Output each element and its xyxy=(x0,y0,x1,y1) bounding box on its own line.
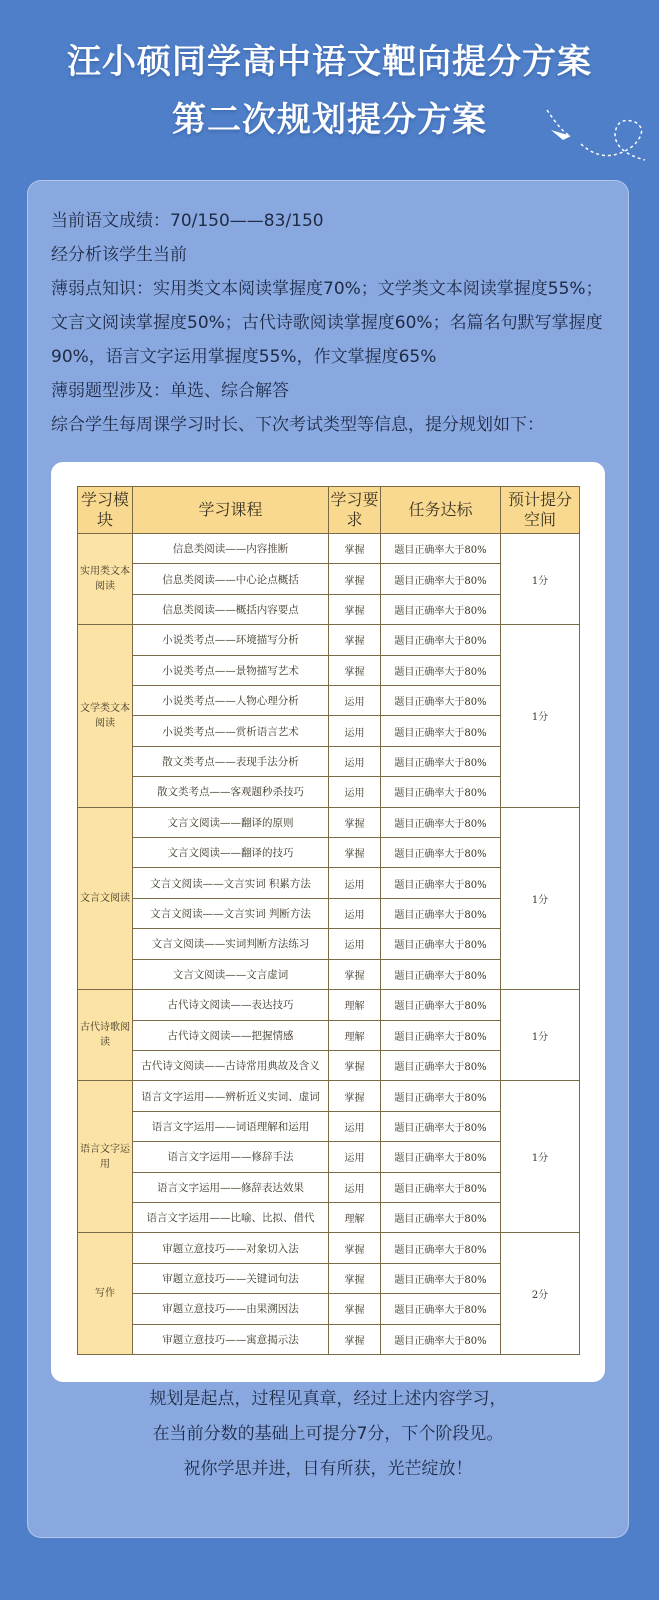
requirement-cell: 运用 xyxy=(329,898,381,928)
task-cell: 题目正确率大于80% xyxy=(381,1263,501,1293)
requirement-cell: 运用 xyxy=(329,686,381,716)
task-cell: 题目正确率大于80% xyxy=(381,777,501,807)
current-score: 当前语文成绩：70/150——83/150 xyxy=(51,211,324,231)
requirement-cell: 掌握 xyxy=(329,807,381,837)
header-gain: 预计提分空间 xyxy=(501,487,580,534)
closing-message xyxy=(27,1382,629,1487)
course-cell: 语言文字运用——比喻、比拟、借代 xyxy=(133,1202,329,1232)
course-cell: 语言文字运用——修辞表达效果 xyxy=(133,1172,329,1202)
requirement-cell: 掌握 xyxy=(329,655,381,685)
course-cell: 审题立意技巧——寓意揭示法 xyxy=(133,1324,329,1354)
plan-table-card xyxy=(51,462,605,1382)
course-cell: 小说类考点——人物心理分析 xyxy=(133,686,329,716)
requirement-cell: 掌握 xyxy=(329,534,381,564)
task-cell: 题目正确率大于80% xyxy=(381,1111,501,1141)
task-cell: 题目正确率大于80% xyxy=(381,655,501,685)
module-cell: 写作 xyxy=(78,1233,133,1355)
gain-cell: 1分 xyxy=(501,625,580,807)
task-cell: 题目正确率大于80% xyxy=(381,1294,501,1324)
requirement-cell: 掌握 xyxy=(329,564,381,594)
table-row xyxy=(78,625,580,655)
analysis-lead: 经分析该学生当前 xyxy=(51,245,187,265)
requirement-cell: 掌握 xyxy=(329,1263,381,1293)
closing-line-3: 祝你学思并进，日有所获，光芒绽放！ xyxy=(183,1459,473,1479)
plan-table xyxy=(77,486,580,1355)
task-cell: 题目正确率大于80% xyxy=(381,1081,501,1111)
course-cell: 审题立意技巧——关键词句法 xyxy=(133,1263,329,1293)
requirement-cell: 运用 xyxy=(329,1142,381,1172)
requirement-cell: 掌握 xyxy=(329,1050,381,1080)
task-cell: 题目正确率大于80% xyxy=(381,534,501,564)
task-cell: 题目正确率大于80% xyxy=(381,625,501,655)
requirement-cell: 理解 xyxy=(329,1202,381,1232)
course-cell: 信息类阅读——中心论点概括 xyxy=(133,564,329,594)
task-cell: 题目正确率大于80% xyxy=(381,990,501,1020)
course-cell: 小说类考点——环境描写分析 xyxy=(133,625,329,655)
task-cell: 题目正确率大于80% xyxy=(381,838,501,868)
course-cell: 审题立意技巧——由果溯因法 xyxy=(133,1294,329,1324)
task-cell: 题目正确率大于80% xyxy=(381,564,501,594)
requirement-cell: 运用 xyxy=(329,929,381,959)
requirement-cell: 运用 xyxy=(329,777,381,807)
requirement-cell: 运用 xyxy=(329,868,381,898)
course-cell: 审题立意技巧——对象切入法 xyxy=(133,1233,329,1263)
weak-question-types: 薄弱题型涉及：单选、综合解答 xyxy=(51,381,289,401)
paper-plane-icon xyxy=(545,100,655,170)
course-cell: 小说类考点——赏析语言艺术 xyxy=(133,716,329,746)
task-cell: 题目正确率大于80% xyxy=(381,1172,501,1202)
gain-cell: 1分 xyxy=(501,1081,580,1233)
requirement-cell: 掌握 xyxy=(329,959,381,989)
course-cell: 古代诗文阅读——表达技巧 xyxy=(133,990,329,1020)
task-cell: 题目正确率大于80% xyxy=(381,746,501,776)
task-cell: 题目正确率大于80% xyxy=(381,1233,501,1263)
course-cell: 文言文阅读——文言虚词 xyxy=(133,959,329,989)
course-cell: 信息类阅读——概括内容要点 xyxy=(133,594,329,624)
task-cell: 题目正确率大于80% xyxy=(381,929,501,959)
closing-line-2: 在当前分数的基础上可提分7分，下个阶段见。 xyxy=(152,1424,504,1444)
task-cell: 题目正确率大于80% xyxy=(381,716,501,746)
requirement-cell: 掌握 xyxy=(329,838,381,868)
module-cell: 语言文字运用 xyxy=(78,1081,133,1233)
requirement-cell: 掌握 xyxy=(329,1324,381,1354)
table-header-row xyxy=(78,487,580,534)
task-cell: 题目正确率大于80% xyxy=(381,686,501,716)
course-cell: 信息类阅读——内容推断 xyxy=(133,534,329,564)
table-row xyxy=(78,534,580,564)
gain-cell: 1分 xyxy=(501,990,580,1081)
table-row xyxy=(78,807,580,837)
header-requirement: 学习要求 xyxy=(329,487,381,534)
course-cell: 散文类考点——客观题秒杀技巧 xyxy=(133,777,329,807)
task-cell: 题目正确率大于80% xyxy=(381,959,501,989)
requirement-cell: 运用 xyxy=(329,746,381,776)
intro-section xyxy=(51,204,611,442)
module-cell: 文学类文本阅读 xyxy=(78,625,133,807)
header-module: 学习模块 xyxy=(78,487,133,534)
requirement-cell: 掌握 xyxy=(329,1294,381,1324)
gain-cell: 2分 xyxy=(501,1233,580,1355)
course-cell: 小说类考点——景物描写艺术 xyxy=(133,655,329,685)
task-cell: 题目正确率大于80% xyxy=(381,1020,501,1050)
requirement-cell: 掌握 xyxy=(329,594,381,624)
module-cell: 文言文阅读 xyxy=(78,807,133,989)
requirement-cell: 运用 xyxy=(329,1111,381,1141)
course-cell: 语言文字运用——修辞手法 xyxy=(133,1142,329,1172)
requirement-cell: 理解 xyxy=(329,1020,381,1050)
course-cell: 散文类考点——表现手法分析 xyxy=(133,746,329,776)
course-cell: 语言文字运用——辨析近义实词、虚词 xyxy=(133,1081,329,1111)
weak-knowledge: 薄弱点知识：实用类文本阅读掌握度70%；文学类文本阅读掌握度55%；文言文阅读掌握度50%；古代诗歌阅读掌握度60%；名篇名句默写掌握度90%，语言文字运用掌握度55%，作文掌握度65% xyxy=(51,279,603,367)
table-row xyxy=(78,1081,580,1111)
requirement-cell: 掌握 xyxy=(329,1081,381,1111)
table-row xyxy=(78,1233,580,1263)
gain-cell: 1分 xyxy=(501,534,580,625)
plan-intro: 综合学生每周课学习时长、下次考试类型等信息，提分规划如下： xyxy=(51,415,544,435)
requirement-cell: 运用 xyxy=(329,716,381,746)
module-cell: 古代诗歌阅读 xyxy=(78,990,133,1081)
table-body xyxy=(78,534,580,1355)
course-cell: 文言文阅读——翻译的原则 xyxy=(133,807,329,837)
task-cell: 题目正确率大于80% xyxy=(381,868,501,898)
task-cell: 题目正确率大于80% xyxy=(381,898,501,928)
course-cell: 文言文阅读——文言实词 判断方法 xyxy=(133,898,329,928)
table-row xyxy=(78,990,580,1020)
course-cell: 文言文阅读——翻译的技巧 xyxy=(133,838,329,868)
course-cell: 文言文阅读——实词判断方法练习 xyxy=(133,929,329,959)
requirement-cell: 掌握 xyxy=(329,625,381,655)
task-cell: 题目正确率大于80% xyxy=(381,1050,501,1080)
content-panel xyxy=(27,180,629,1538)
requirement-cell: 理解 xyxy=(329,990,381,1020)
page-title: 汪小硕同学高中语文靶向提分方案 xyxy=(67,42,592,82)
course-cell: 文言文阅读——文言实词 积累方法 xyxy=(133,868,329,898)
course-cell: 古代诗文阅读——古诗常用典故及含义 xyxy=(133,1050,329,1080)
course-cell: 语言文字运用——词语理解和运用 xyxy=(133,1111,329,1141)
closing-line-1: 规划是起点，过程见真章，经过上述内容学习， xyxy=(149,1389,507,1409)
requirement-cell: 掌握 xyxy=(329,1233,381,1263)
task-cell: 题目正确率大于80% xyxy=(381,1324,501,1354)
task-cell: 题目正确率大于80% xyxy=(381,807,501,837)
page-subtitle: 第二次规划提分方案 xyxy=(172,100,487,140)
module-cell: 实用类文本阅读 xyxy=(78,534,133,625)
task-cell: 题目正确率大于80% xyxy=(381,594,501,624)
header-task: 任务达标 xyxy=(381,487,501,534)
task-cell: 题目正确率大于80% xyxy=(381,1142,501,1172)
requirement-cell: 运用 xyxy=(329,1172,381,1202)
course-cell: 古代诗文阅读——把握情感 xyxy=(133,1020,329,1050)
header-course: 学习课程 xyxy=(133,487,329,534)
task-cell: 题目正确率大于80% xyxy=(381,1202,501,1232)
gain-cell: 1分 xyxy=(501,807,580,989)
